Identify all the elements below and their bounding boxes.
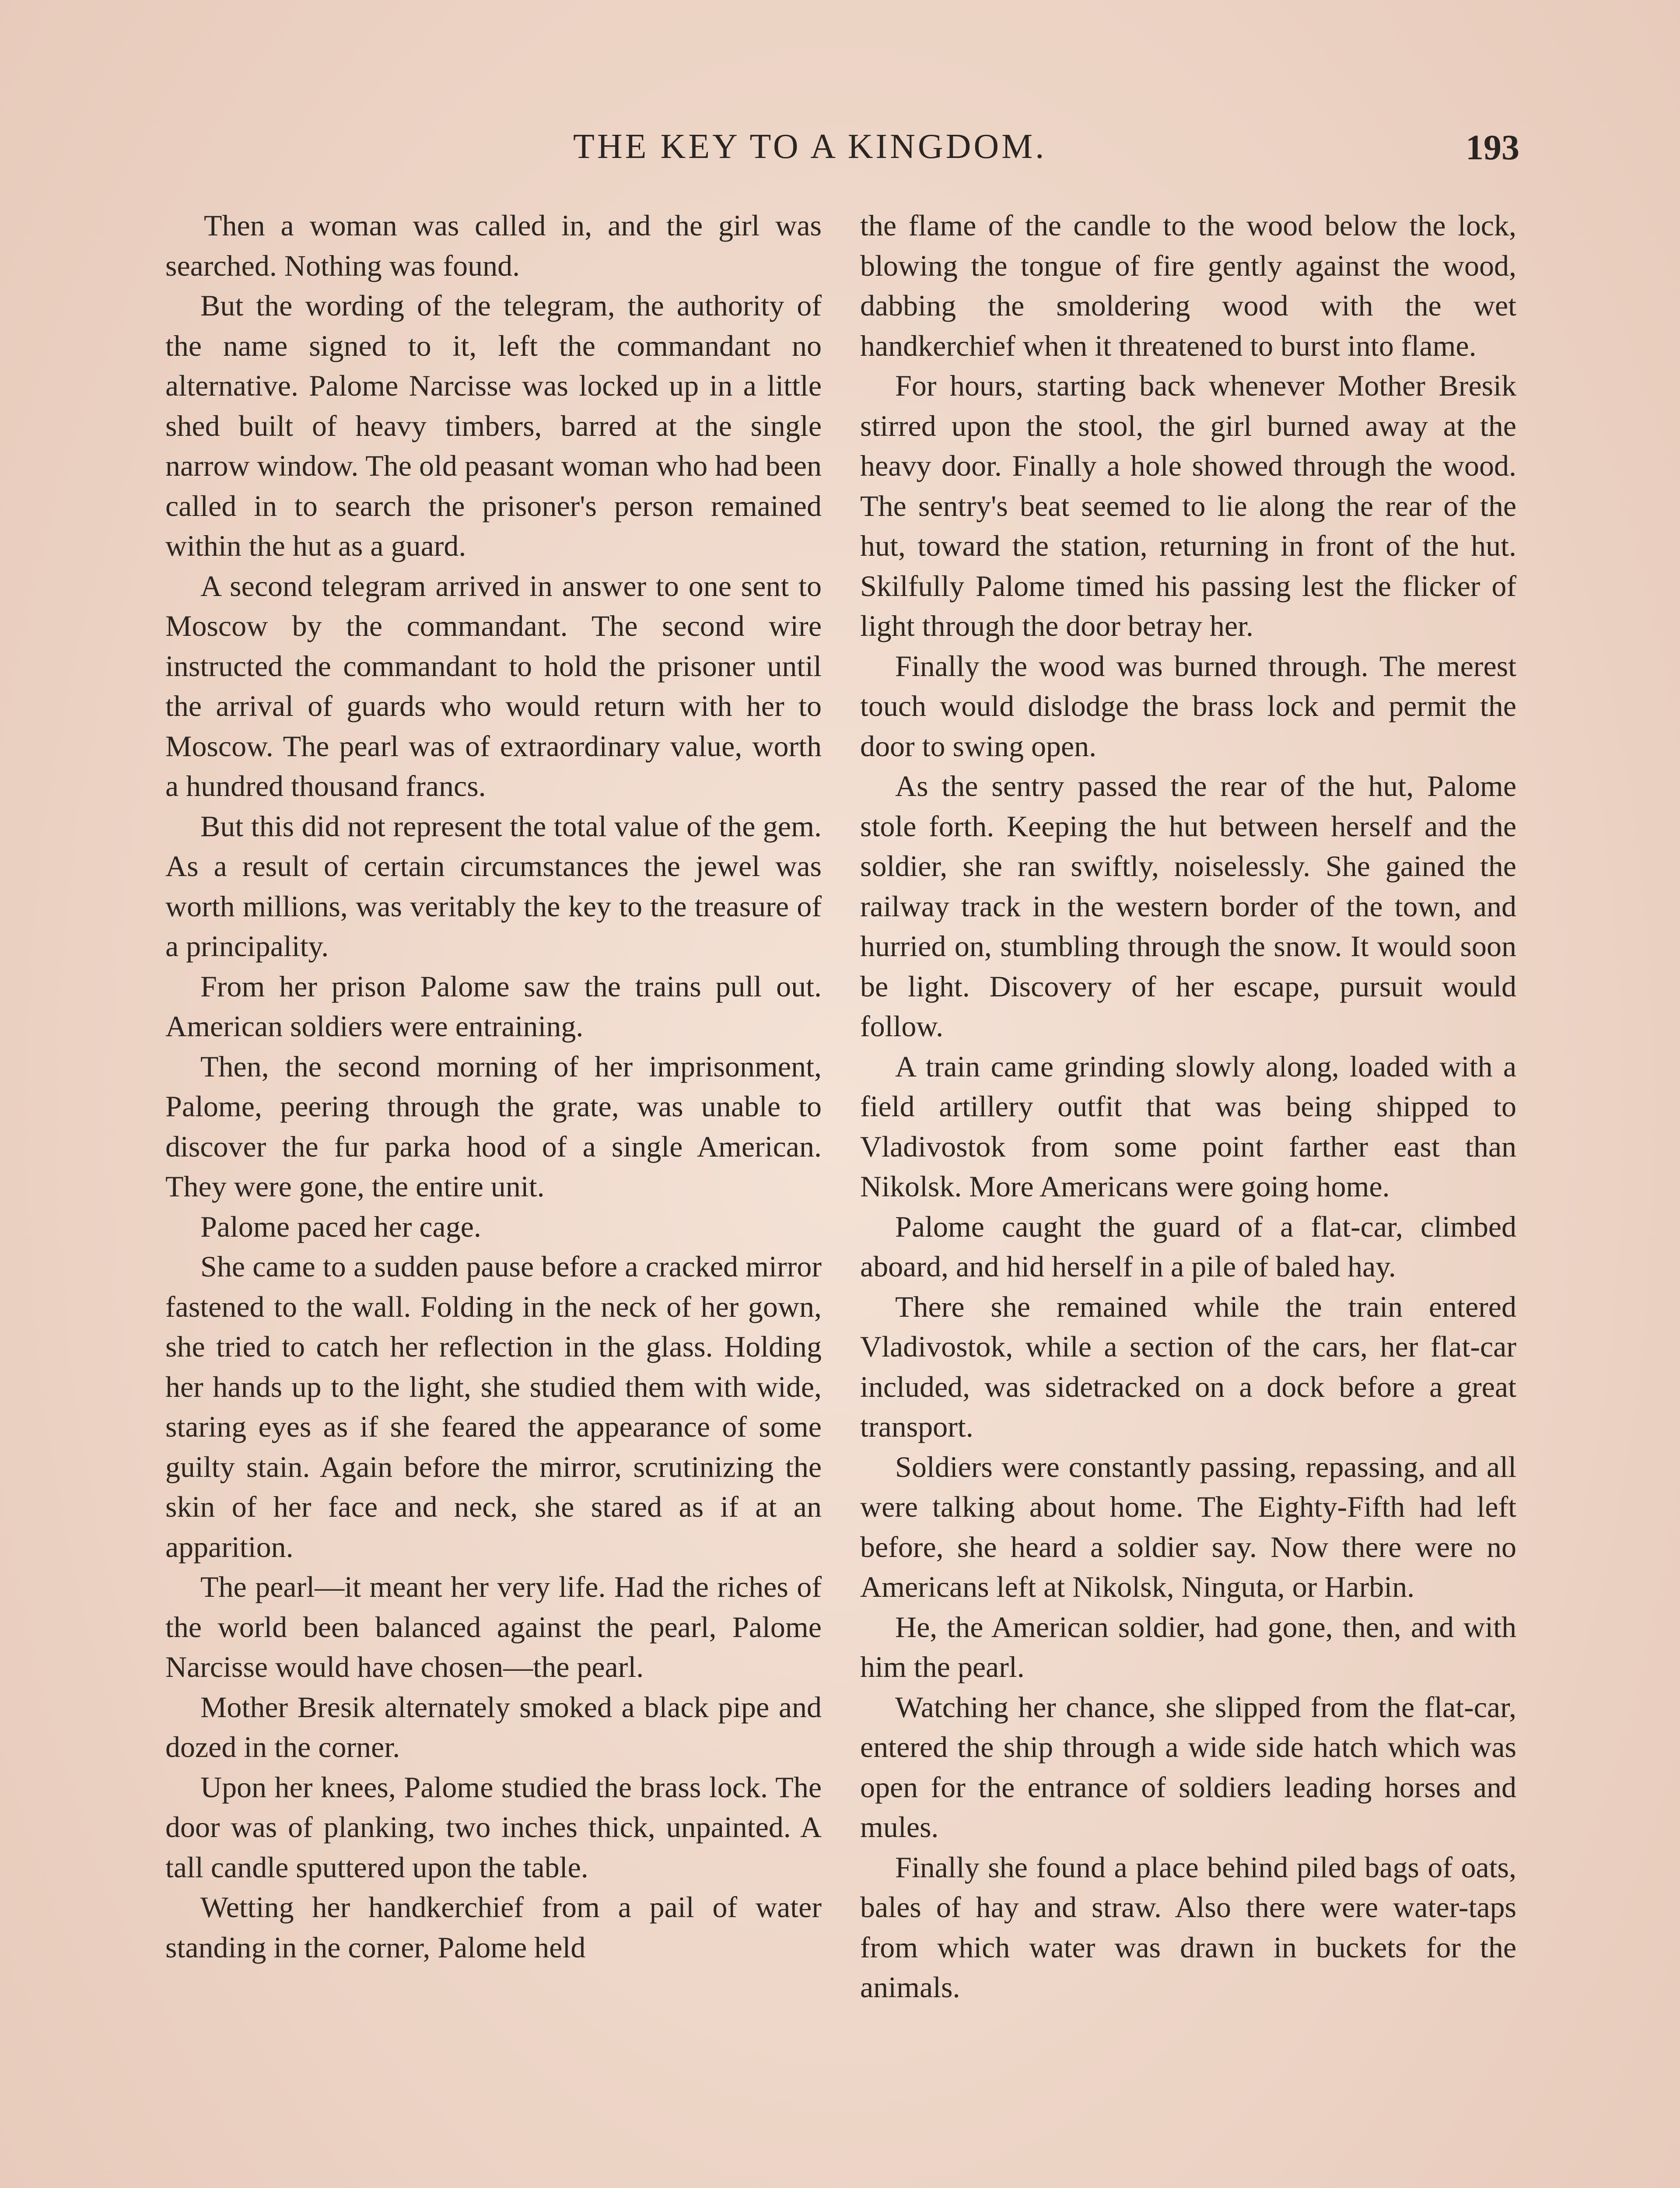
paragraph-continued: the flame of the candle to the wood below the lock, blowing the tongue of fire gently against the wood, dabbing the smoldering wood with the wet handkerchief when it threatened to burst into flame. [860,209,1516,362]
paragraph: From her prison Palome saw the trains pull out. American soldiers were entraining. [165,969,822,1043]
paragraph: Soldiers were constantly passing, repassing, and all were talking about home. The Eighty-Fifth had left before, she heard a soldier say. Now there were no Americans left at Nikolsk, Ninguta, or Harbin. [860,1450,1516,1603]
right-column [860,206,1516,2008]
paragraph: But the wording of the telegram, the authority of the name signed to it, left the commandant no alternative. Palome Narcisse was locked up in a little shed built of heavy timbers, barred at the single narrow window. The old peasant woman who had been called in to search the prisoner's person remained within the hut as a guard. [165,289,822,562]
paragraph: A second telegram arrived in answer to one sent to Moscow by the commandant. The second wire instructed the commandant to hold the prisoner until the arrival of guards who would return with her to Moscow. The pearl was of extraordinary value, worth a hundred thousand francs. [165,569,822,803]
page-header [0,127,1680,179]
left-column [165,206,822,1967]
paragraph: The pearl—it meant her very life. Had the riches of the world been balanced against the pearl, Palome Narcisse would have chosen—the pearl. [165,1570,822,1683]
paragraph: Then a woman was called in, and the girl was searched. Nothing was found. [165,209,822,282]
paragraph: As the sentry passed the rear of the hut, Palome stole forth. Keeping the hut between herself and the soldier, she ran swiftly, noiselessly. She gained the railway track in the western border of the town, and hurried on, stumbling through the snow. It would soon be light. Discovery of her escape, pursuit would follow. [860,769,1516,1043]
paragraph: Mother Bresik alternately smoked a black pipe and dozed in the corner. [165,1690,822,1764]
paragraph: Then, the second morning of her imprisonment, Palome, peering through the grate, was unable to discover the fur parka hood of a single American. They were gone, the entire unit. [165,1049,822,1203]
paragraph: Upon her knees, Palome studied the brass lock. The door was of planking, two inches thick, unpainted. A tall candle sputtered upon the table. [165,1770,822,1884]
paragraph: For hours, starting back whenever Mother Bresik stirred upon the stool, the girl burned away at the heavy door. Finally a hole showed through the wood. The sentry's beat seemed to lie along the rear of the hut, toward the station, returning in front of the hut. Skilfully Palome timed his passing lest the flicker of light through the door betray her. [860,369,1516,642]
paragraph: But this did not represent the total value of the gem. As a result of certain circumstances the jewel was worth millions, was veritably the key to the treasure of a principality. [165,809,822,963]
running-head: THE KEY TO A KINGDOM. [573,127,1047,166]
page-number: 193 [1466,127,1519,167]
paragraph: He, the American soldier, had gone, then, and with him the pearl. [860,1610,1516,1683]
paragraph: Watching her chance, she slipped from the flat-car, entered the ship through a wide side hatch which was open for the entrance of soldiers leading horses and mules. [860,1690,1516,1844]
paragraph: Palome caught the guard of a flat-car, climbed aboard, and hid herself in a pile of baled hay. [860,1210,1516,1283]
paragraph: Palome paced her cage. [200,1210,481,1243]
paragraph: Wetting her handkerchief from a pail of water standing in the corner, Palome held [165,1890,822,1964]
paragraph: She came to a sudden pause before a cracked mirror fastened to the wall. Folding in the neck of her gown, she tried to catch her reflection in the glass. Holding her hands up to the light, she studied them with wide, staring eyes as if she feared the appearance of some guilty stain. Again before the mirror, scrutinizing the skin of her face and neck, she stared as if at an apparition. [165,1250,822,1564]
paragraph: A train came grinding slowly along, loaded with a field artillery outfit that was being shipped to Vladivostok from some point farther east than Nikolsk. More Americans were going home. [860,1049,1516,1203]
paragraph: There she remained while the train entered Vladivostok, while a section of the cars, her flat-car included, was sidetracked on a dock before a great transport. [860,1290,1516,1443]
paragraph: Finally she found a place behind piled bags of oats, bales of hay and straw. Also there were water-taps from which water was drawn in buckets for the animals. [860,1850,1516,2004]
paragraph: Finally the wood was burned through. The merest touch would dislodge the brass lock and permit the door to swing open. [860,649,1516,763]
